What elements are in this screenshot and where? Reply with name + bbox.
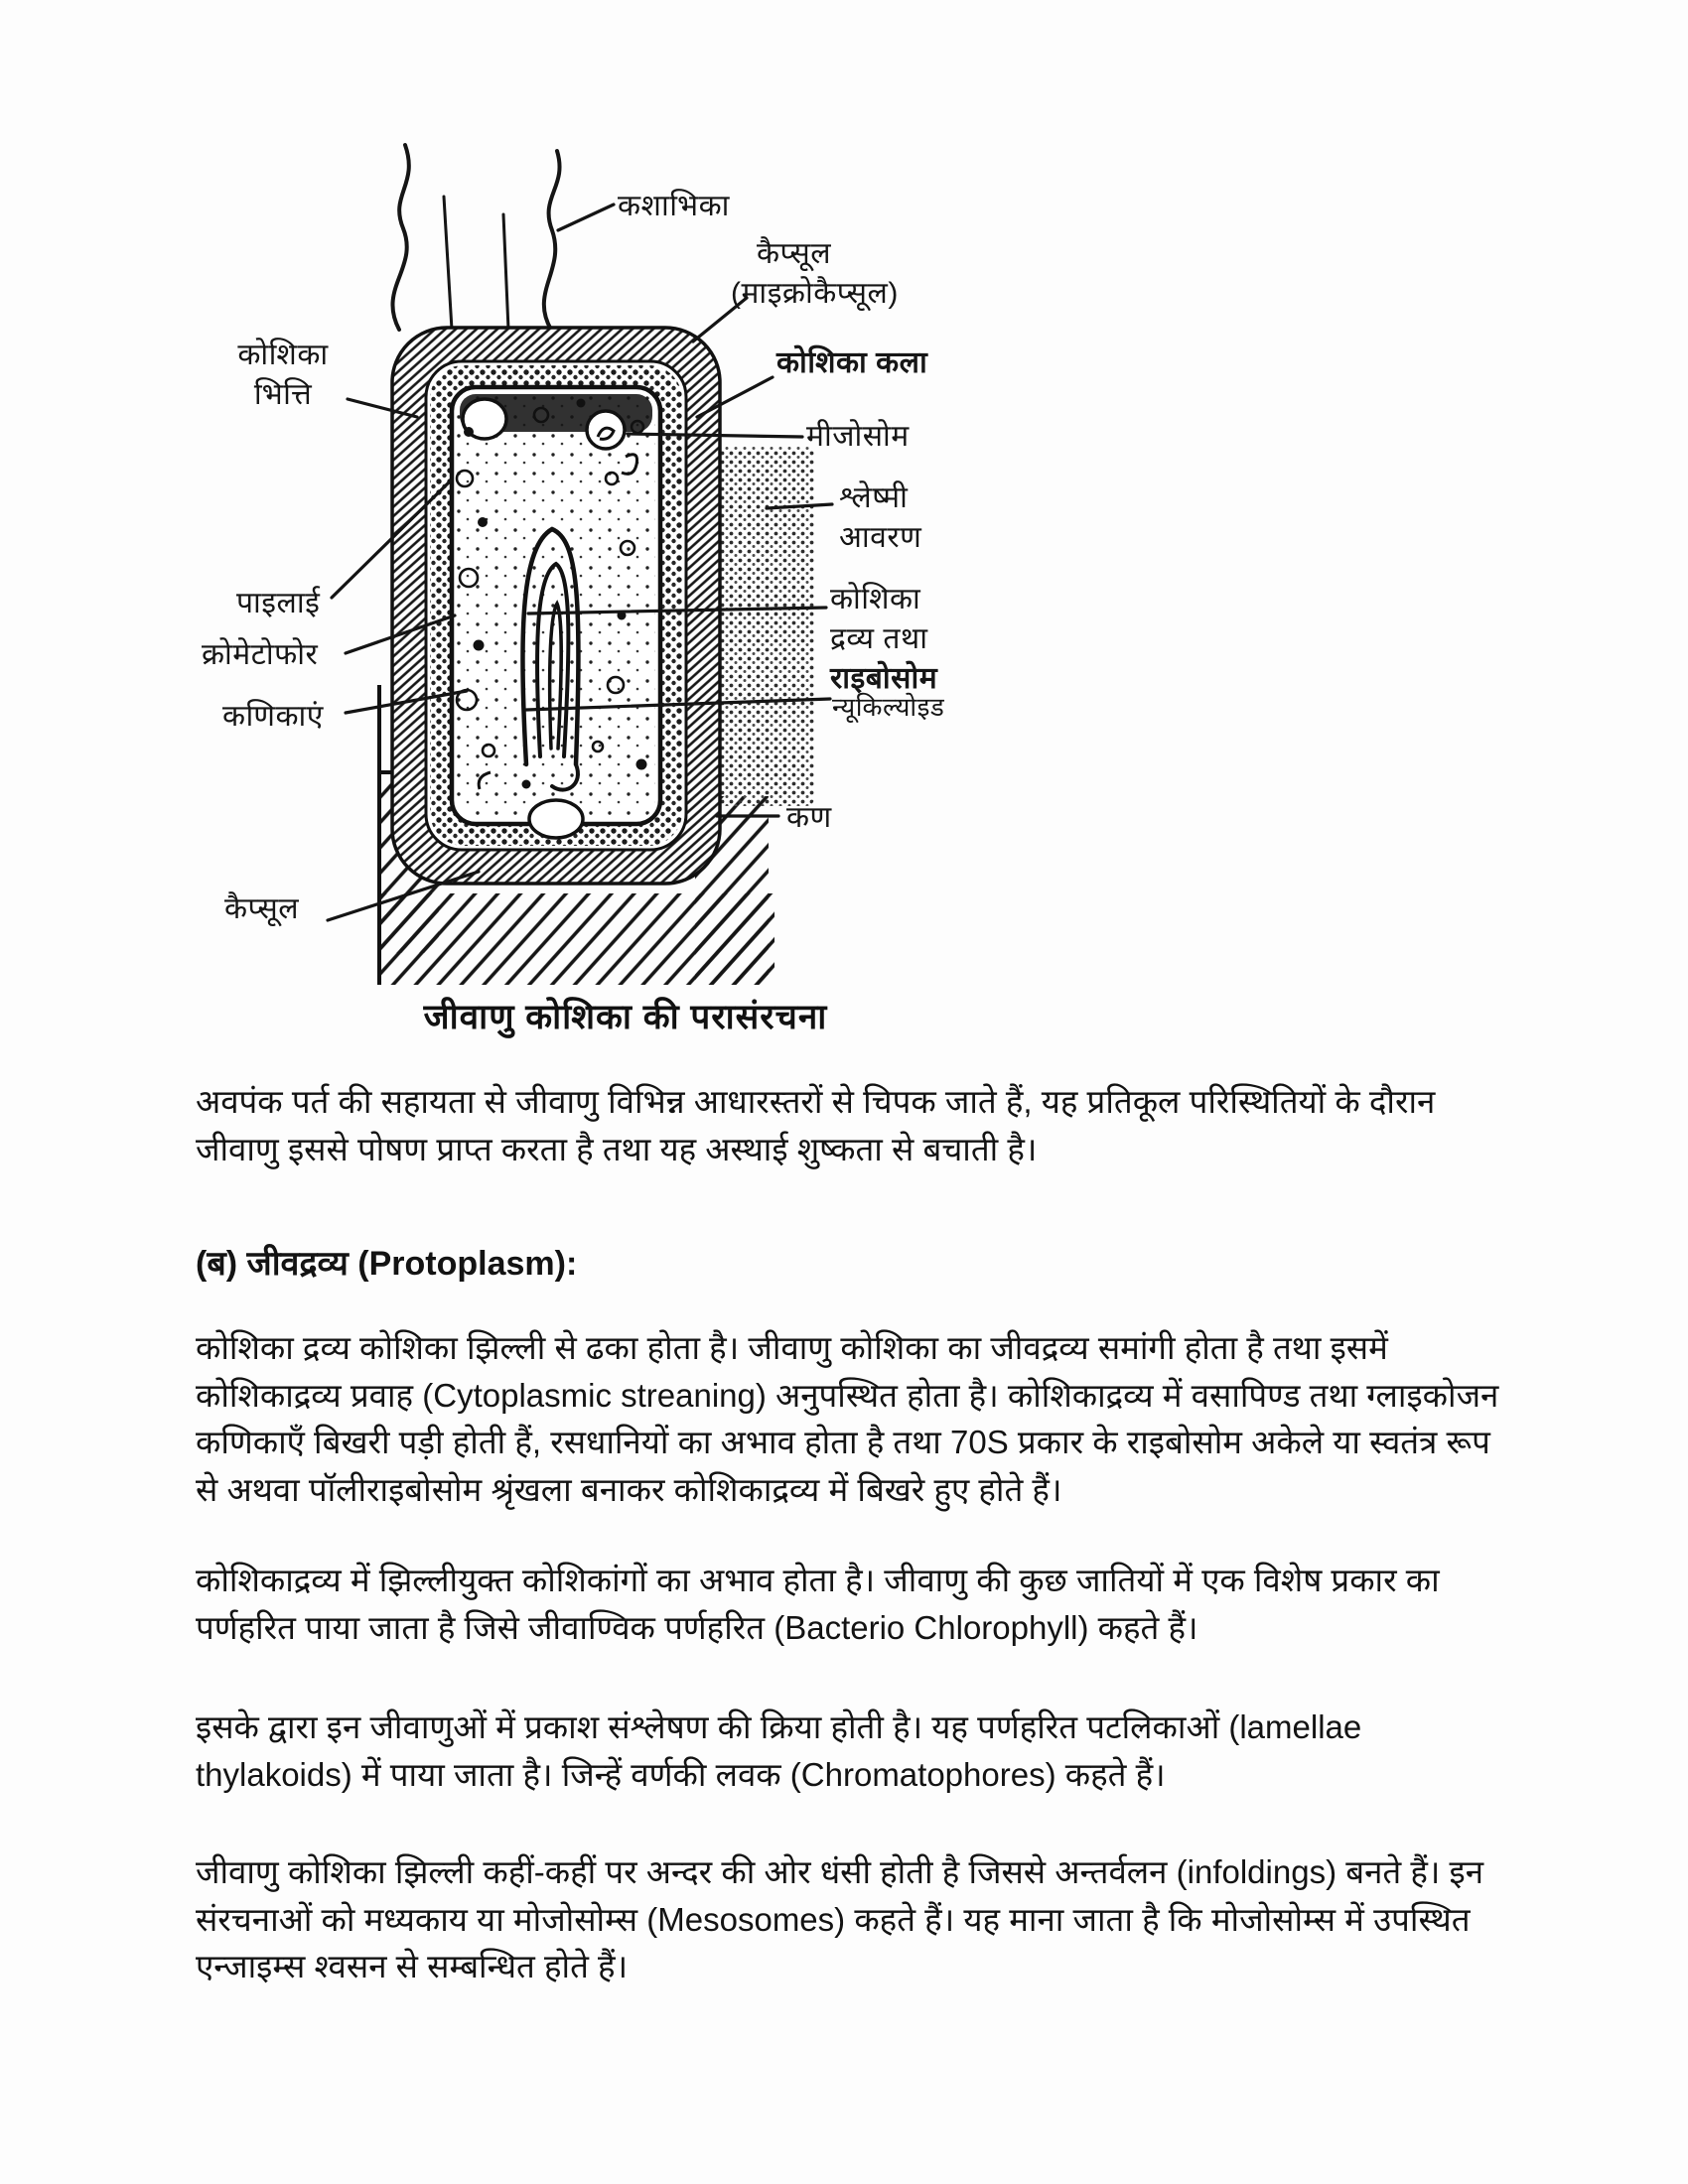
paragraph-mesosomes: जीवाणु कोशिका झिल्ली कहीं-कहीं पर अन्दर की ओर धंसी होती है जिससे अन्तर्वलन (infoldings) बनते हैं। इन संरचनाओं को मध्यकाय या मोजोसोम्स (Mesosomes) कहते हैं। यह माना जाता है कि मोजोसोम्स में उपस्थित एन्जाइम्स श्वसन से सम्बन्धित होते हैं। [196, 1853, 1484, 1984]
diagram-caption: जीवाणु कोशिका की परासंरचना [423, 998, 828, 1036]
label-cyto-line3: राइबोसोम [830, 662, 938, 695]
label-cyto-line1: कोशिका [830, 583, 921, 615]
paragraph-bacteriochlorophyll: कोशिकाद्रव्य में झिल्लीयुक्त कोशिकांगों का अभाव होता है। जीवाणु की कुछ जातियों में एक विशेष प्रकार का पर्णहरित पाया जाता है जिसे जीवाण्विक पर्णहरित (Bacterio Chlorophyll) कहते हैं। [196, 1562, 1440, 1646]
label-flagellum: कशाभिका [618, 190, 730, 222]
label-slime-line2: आवरण [839, 521, 922, 554]
label-pili: पाइलाई [236, 587, 321, 619]
paragraph-chromatophores: इसके द्वारा इन जीवाणुओं में प्रकाश संश्लेषण की क्रिया होती है। यह पर्णहरित पटलिकाओं (lamellae thylakoids) में पाया जाता है। जिन्हें वर्णकी लवक (Chromatophores) कहते हैं। [196, 1708, 1362, 1793]
label-cyto-line2: द्रव्य तथा [830, 622, 928, 655]
label-cytoplasm-ribosome [830, 580, 937, 699]
label-capsule-bottom: कैप्सूल [224, 892, 300, 925]
label-slime-line1: श्लेष्मी [839, 481, 909, 514]
label-capsule-line1: कैप्सूल [757, 237, 832, 270]
paragraph-slime-function: अवपंक पर्त की सहायता से जीवाणु विभिन्न आधारस्तरों से चिपक जाते हैं, यह प्रतिकूल परिस्थितियों के दौरान जीवाणु इससे पोषण प्राप्त करता है तथा यह अस्थाई शुष्कता से बचाती है। [196, 1083, 1436, 1167]
label-nucleoid: न्यूकिल्योइड [832, 692, 945, 722]
label-cell-wall [220, 336, 346, 415]
paragraph-cytoplasm: कोशिका द्रव्य कोशिका झिल्ली से ढका होता है। जीवाणु कोशिका का जीवद्रव्य समांगी होता है तथा इसमें कोशिकाद्रव्य प्रवाह (Cytoplasmic streaning) अनुपस्थित होता है। कोशिकाद्रव्य में वसापिण्ड तथा ग्लाइकोजन कणिकाएँ बिखरी पड़ी होती हैं, रसधानियों का अभाव होता है तथा 70S प्रकार के राइबोसोम अकेले या स्वतंत्र रूप से अथवा पॉलीराइबोसोम श्रृंखला बनाकर कोशिकाद्रव्य में बिखरे हुए होते हैं। [196, 1329, 1499, 1508]
label-chromatophore: क्रोमेटोफोर [202, 638, 319, 671]
label-granules: कणिकाएं [222, 700, 324, 733]
label-cell-membrane: कोशिका कला [776, 346, 928, 379]
label-capsule-line2: (माइक्रोकैप्सूल) [731, 277, 899, 310]
label-cell-wall-line2: भित्ति [253, 378, 313, 411]
heading-protoplasm: (ब) जीवद्रव्य (Protoplasm): [196, 1245, 578, 1283]
label-capsule-micro [731, 234, 899, 314]
label-slime-layer [839, 478, 921, 558]
label-mesosome: मीजोसोम [806, 420, 910, 453]
label-particle: कण [786, 801, 832, 834]
flagella-and-pili [392, 145, 559, 330]
label-cell-wall-line1: कोशिका [237, 339, 329, 371]
